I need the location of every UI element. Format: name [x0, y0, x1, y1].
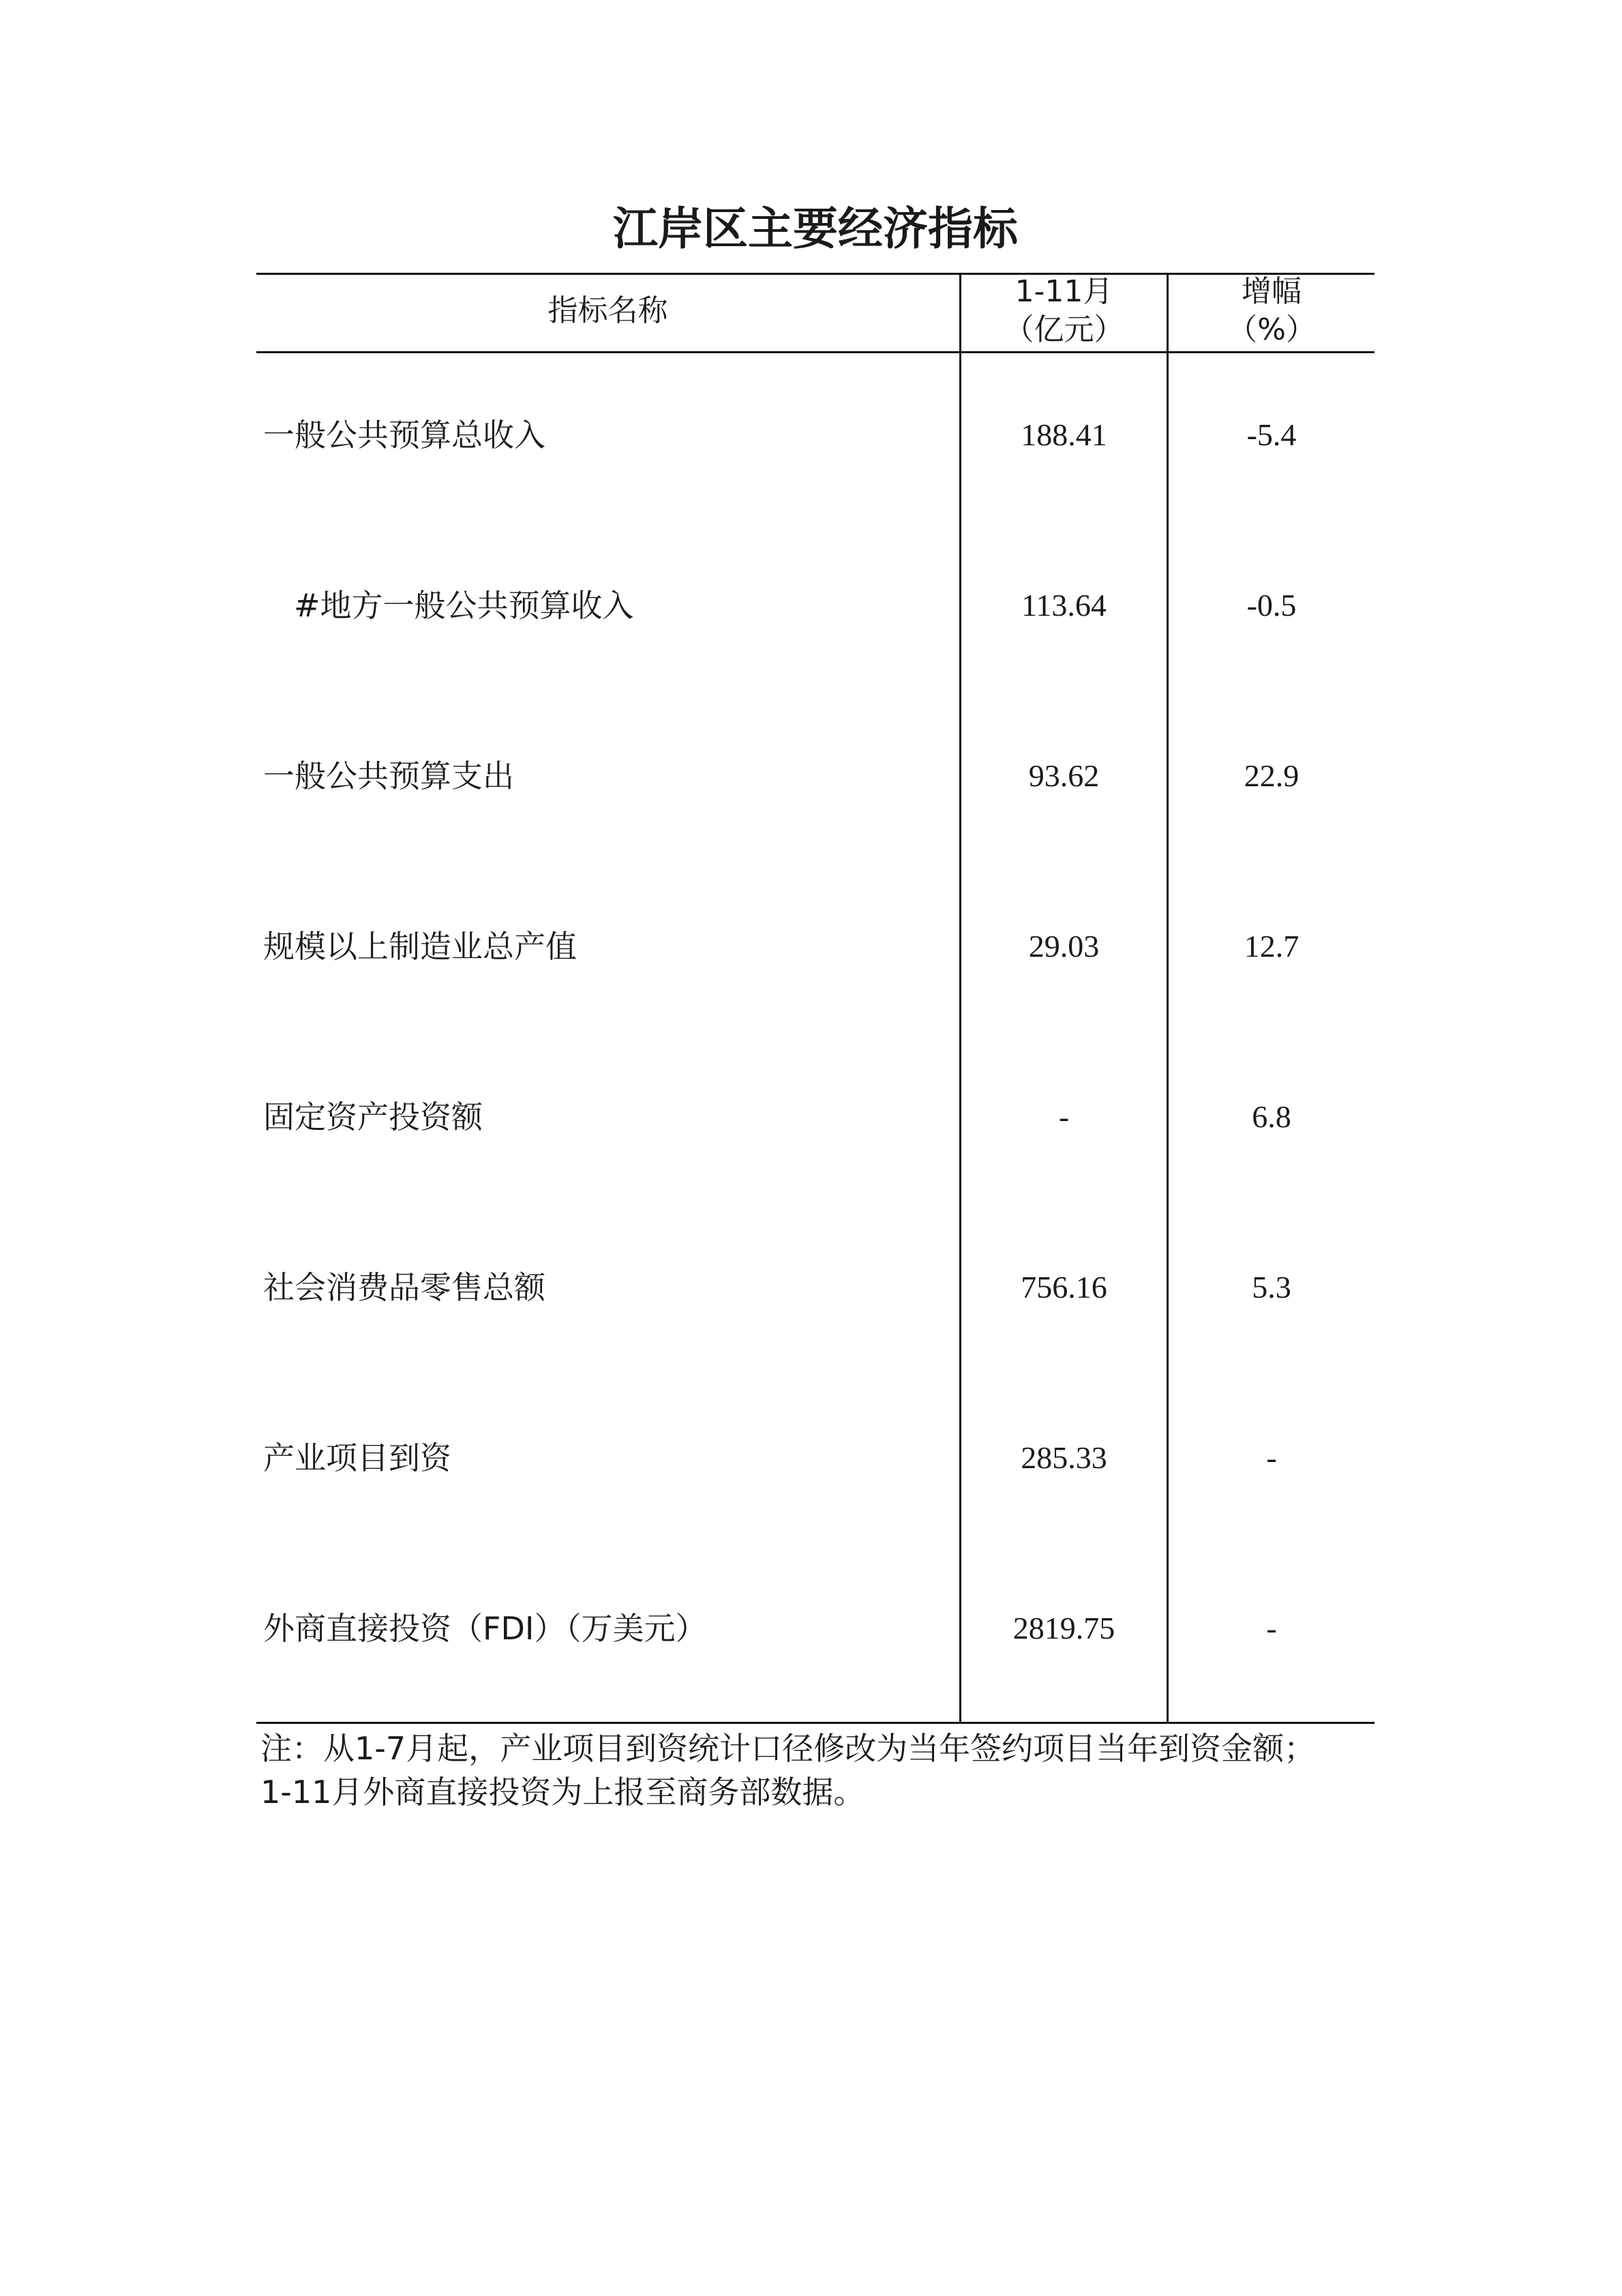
page-title: 江岸区主要经济指标 — [613, 203, 1018, 255]
table-bottom-rule — [256, 1722, 1375, 1724]
row-value: 93.62 — [1028, 758, 1100, 793]
header-indicator-name: 指标名称 — [547, 293, 668, 328]
row-growth: - — [1266, 1440, 1277, 1475]
row-growth: 6.8 — [1252, 1099, 1291, 1134]
row-label: #地方一般公共预算收入 — [294, 587, 634, 624]
row-value: - — [1058, 1099, 1070, 1134]
header-growth: 增幅 — [1242, 274, 1302, 309]
row-value: 2819.75 — [1012, 1611, 1115, 1645]
row-growth: -0.5 — [1246, 588, 1297, 623]
row-growth: -5.4 — [1246, 417, 1297, 452]
header-growth-unit: （%） — [1227, 312, 1316, 347]
indicator-table — [256, 273, 1375, 1724]
row-value: 188.41 — [1021, 417, 1107, 452]
row-growth: - — [1266, 1611, 1277, 1645]
table-header-rule — [256, 351, 1375, 353]
row-label: 社会消费品零售总额 — [263, 1269, 545, 1306]
row-label: 规模以上制造业总产值 — [263, 928, 577, 965]
row-label: 外商直接投资（FDI）（万美元） — [263, 1610, 707, 1647]
row-label: 一般公共预算支出 — [263, 758, 514, 794]
row-value: 756.16 — [1021, 1270, 1107, 1304]
header-value-unit: （亿元） — [1004, 312, 1124, 347]
footnote-line: 注：从1-7月起，产业项目到资统计口径修改为当年签约项目当年到资金额； — [260, 1730, 1316, 1767]
row-growth: 5.3 — [1252, 1270, 1291, 1304]
row-value: 29.03 — [1028, 929, 1100, 964]
row-growth: 12.7 — [1244, 929, 1300, 964]
row-growth: 22.9 — [1244, 758, 1300, 793]
table-footnote — [260, 1727, 1379, 1814]
row-value: 113.64 — [1021, 588, 1107, 623]
row-label: 固定资产投资额 — [263, 1099, 483, 1135]
row-label: 一般公共预算总收入 — [263, 417, 545, 453]
row-label: 产业项目到资 — [263, 1440, 451, 1476]
footnote-line: 1-11月外商直接投资为上报至商务部数据。 — [260, 1774, 865, 1810]
table-column-divider — [1167, 273, 1169, 1724]
table-column-divider — [959, 273, 961, 1724]
row-value: 285.33 — [1021, 1440, 1107, 1475]
header-value-period: 1-11月 — [1015, 274, 1113, 309]
